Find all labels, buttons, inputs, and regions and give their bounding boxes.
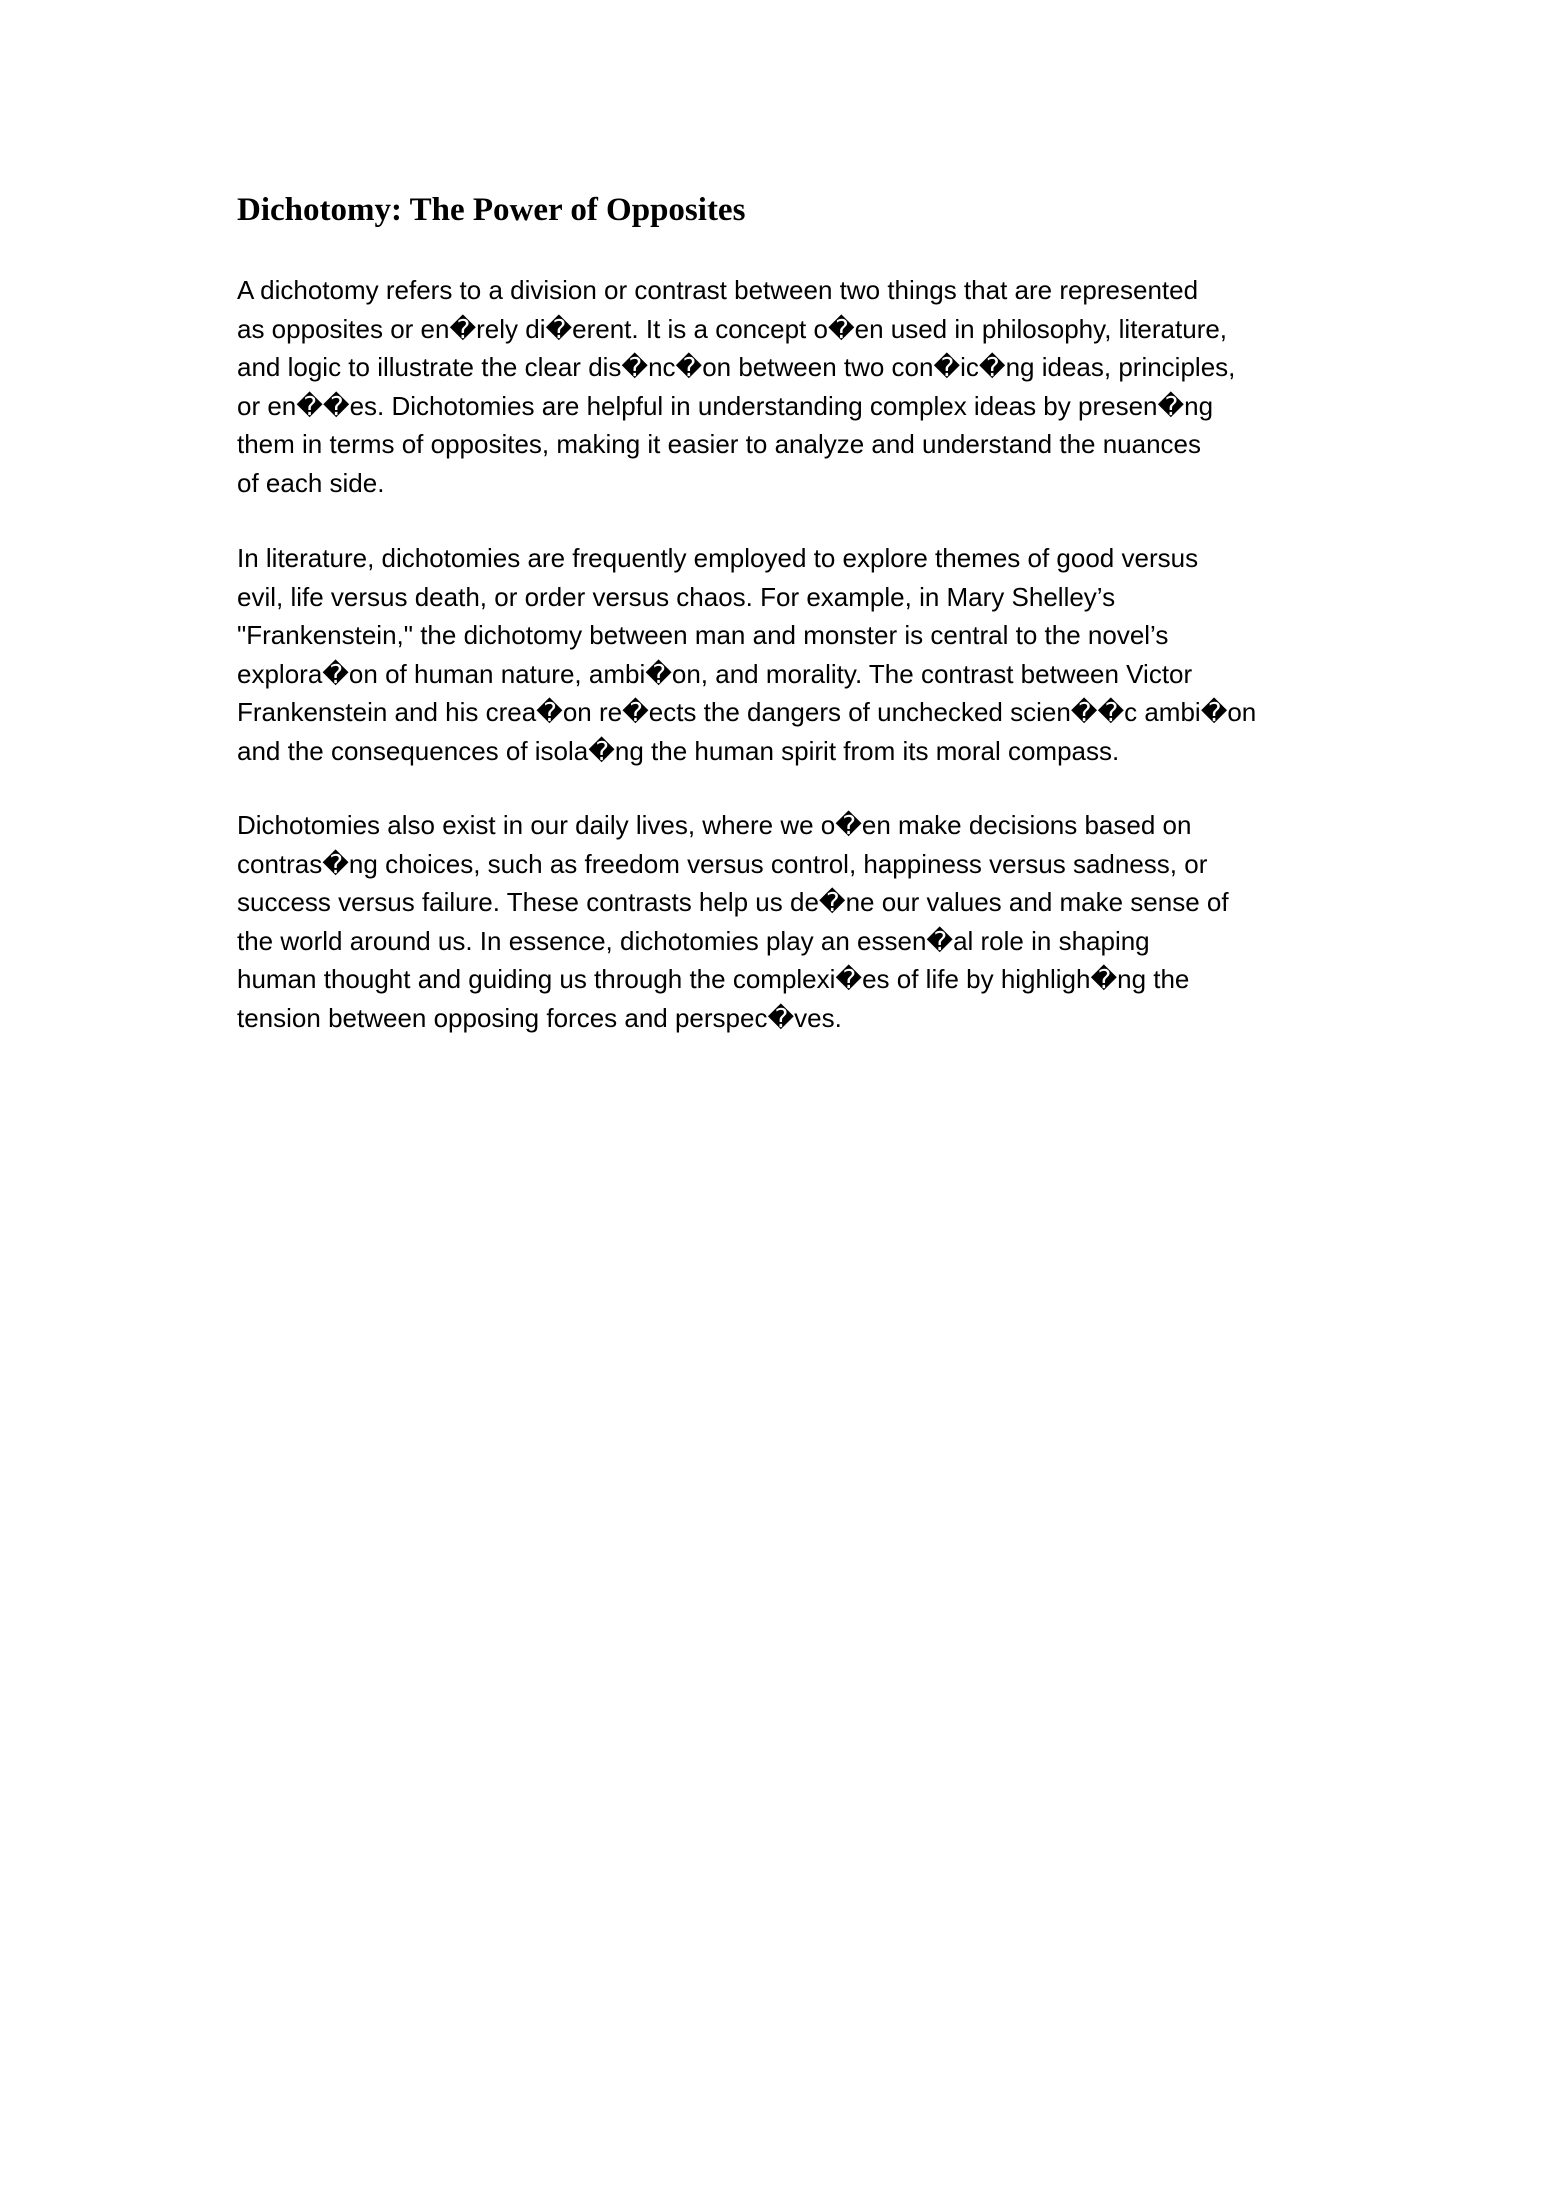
paragraph-line: explora�on of human nature, ambi�on, and morality. The contrast between Victor xyxy=(237,658,1193,689)
paragraph-line: them in terms of opposites, making it easier to analyze and understand the nuances xyxy=(237,429,1202,460)
paragraph-literature xyxy=(237,539,1256,771)
paragraph-line: "Frankenstein," the dichotomy between man and monster is central to the novel’s xyxy=(237,620,1169,651)
paragraph-line: A dichotomy refers to a division or contrast between two things that are represented xyxy=(237,275,1199,305)
paragraph-line: and logic to illustrate the clear dis�nc�on between two con�ic�ng ideas, principles, xyxy=(237,352,1236,383)
paragraph-line: and the consequences of isola�ng the human spirit from its moral compass. xyxy=(237,735,1120,766)
paragraph-definition xyxy=(237,271,1235,503)
paragraph-line: Dichotomies also exist in our daily lives, where we o�en make decisions based on xyxy=(237,810,1192,840)
paragraph-line: Frankenstein and his crea�on re�ects the dangers of unchecked scien��c ambi�on xyxy=(237,697,1257,728)
paragraph-line: or en��es. Dichotomies are helpful in understanding complex ideas by presen�ng xyxy=(237,390,1214,421)
paragraph-line: human thought and guiding us through the complexi�es of life by highligh�ng the xyxy=(237,964,1190,995)
paragraph-line: success versus failure. These contrasts help us de�ne our values and make sense of xyxy=(237,887,1229,918)
paragraph-line: as opposites or en�rely di�erent. It is a concept o�en used in philosophy, literature, xyxy=(237,313,1228,344)
paragraph-line: the world around us. In essence, dichotomies play an essen�al role in shaping xyxy=(237,925,1150,956)
paragraph-line: evil, life versus death, or order versus chaos. For example, in Mary Shelley’s xyxy=(237,581,1116,612)
paragraph-line: contras�ng choices, such as freedom versus control, happiness versus sadness, or xyxy=(237,848,1208,879)
paragraph-line: of each side. xyxy=(237,467,385,498)
paragraph-line: In literature, dichotomies are frequently employed to explore themes of good versus xyxy=(237,543,1199,573)
paragraph-daily-life xyxy=(237,806,1229,1038)
paragraph-line: tension between opposing forces and perspec�ves. xyxy=(237,1002,842,1033)
document-title: Dichotomy: The Power of Opposites xyxy=(237,192,746,228)
